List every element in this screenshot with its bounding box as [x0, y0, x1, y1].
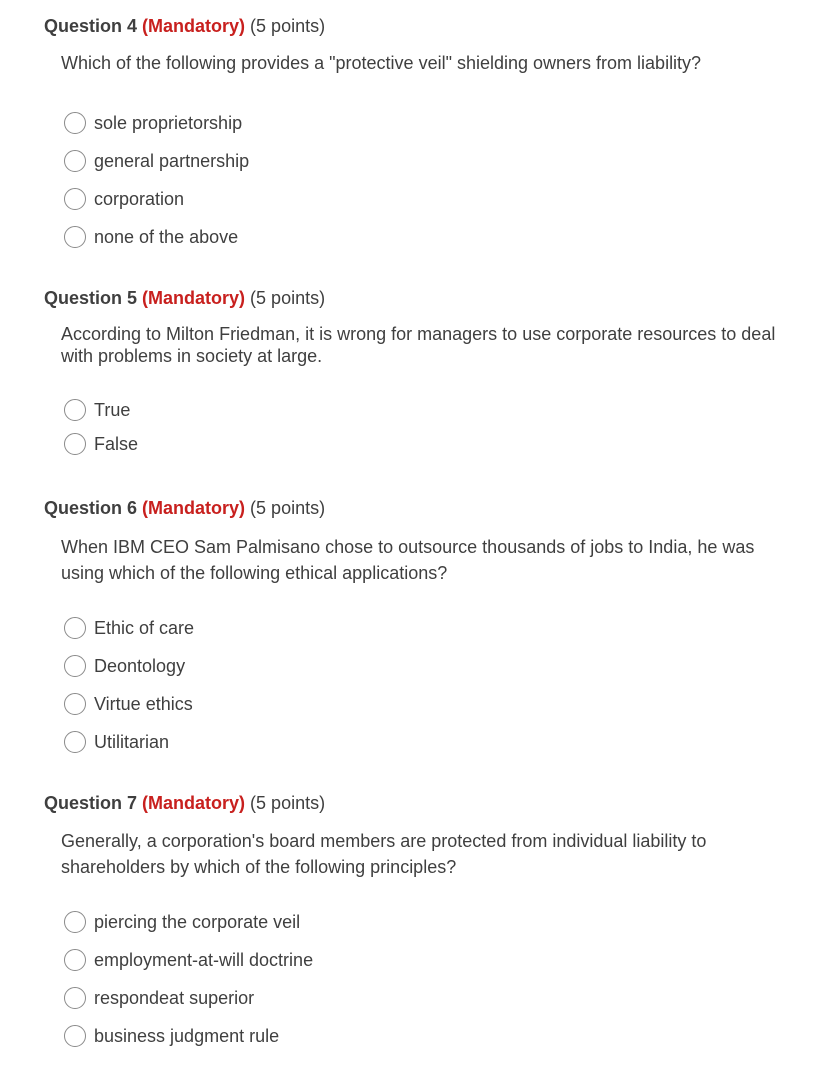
option-label: Utilitarian — [94, 731, 170, 752]
option-utilitarian[interactable] — [64, 729, 169, 755]
points-label: (5 points) — [250, 498, 326, 518]
option-label: general partnership — [94, 150, 250, 171]
option-respondeat-superior[interactable] — [64, 985, 254, 1011]
mandatory-label: (Mandatory) — [142, 498, 246, 518]
question-title: Question 7 — [44, 793, 138, 813]
option-ethic-of-care[interactable] — [64, 615, 194, 641]
points-label: (5 points) — [250, 288, 326, 308]
question-header — [44, 287, 325, 309]
option-business-judgment-rule[interactable] — [64, 1023, 279, 1049]
question-header — [44, 15, 325, 37]
question-title: Question 5 — [44, 288, 138, 308]
option-deontology[interactable] — [64, 653, 185, 679]
radio-button[interactable] — [64, 399, 86, 421]
radio-button[interactable] — [64, 731, 86, 753]
option-false[interactable] — [64, 431, 138, 457]
option-corporation[interactable] — [64, 186, 184, 212]
radio-button[interactable] — [64, 226, 86, 248]
question-text: When IBM CEO Sam Palmisano chose to outsource thousands of jobs to India, he was using which of the following ethical applications? — [61, 537, 755, 583]
option-label: employment-at-will doctrine — [94, 949, 314, 970]
points-label: (5 points) — [250, 793, 326, 813]
option-true[interactable] — [64, 397, 130, 423]
option-label: sole proprietorship — [94, 112, 243, 133]
question-title: Question 4 — [44, 16, 138, 36]
option-label: Deontology — [94, 655, 186, 676]
question-header — [44, 792, 325, 814]
mandatory-label: (Mandatory) — [142, 793, 246, 813]
question-text: Generally, a corporation's board members are protected from individual liability to shareholders by which of the following principles? — [61, 831, 707, 877]
radio-button[interactable] — [64, 911, 86, 933]
points-label: (5 points) — [250, 16, 326, 36]
option-label: Virtue ethics — [94, 693, 193, 714]
option-label: True — [94, 399, 131, 420]
option-label: False — [94, 433, 139, 454]
radio-button[interactable] — [64, 949, 86, 971]
option-label: piercing the corporate veil — [94, 911, 301, 932]
question-header — [44, 497, 325, 519]
option-general-partnership[interactable] — [64, 148, 249, 174]
option-label: corporation — [94, 188, 185, 209]
radio-button[interactable] — [64, 987, 86, 1009]
option-label: none of the above — [94, 226, 239, 247]
radio-button[interactable] — [64, 150, 86, 172]
radio-button[interactable] — [64, 188, 86, 210]
radio-button[interactable] — [64, 1025, 86, 1047]
option-sole-proprietorship[interactable] — [64, 110, 242, 136]
radio-button[interactable] — [64, 433, 86, 455]
question-title: Question 6 — [44, 498, 138, 518]
option-piercing-the-corporate-veil[interactable] — [64, 909, 300, 935]
option-label: business judgment rule — [94, 1025, 280, 1046]
radio-button[interactable] — [64, 112, 86, 134]
option-label: respondeat superior — [94, 987, 255, 1008]
radio-button[interactable] — [64, 693, 86, 715]
question-text: Which of the following provides a "protective veil" shielding owners from liability? — [61, 53, 702, 73]
option-label: Ethic of care — [94, 617, 195, 638]
option-virtue-ethics[interactable] — [64, 691, 193, 717]
option-employment-at-will-doctrine[interactable] — [64, 947, 313, 973]
question-text: According to Milton Friedman, it is wrong for managers to use corporate resources to deal with problems in society at large. — [61, 324, 776, 366]
radio-button[interactable] — [64, 655, 86, 677]
mandatory-label: (Mandatory) — [142, 288, 246, 308]
option-none-of-the-above[interactable] — [64, 224, 238, 250]
radio-button[interactable] — [64, 617, 86, 639]
mandatory-label: (Mandatory) — [142, 16, 246, 36]
